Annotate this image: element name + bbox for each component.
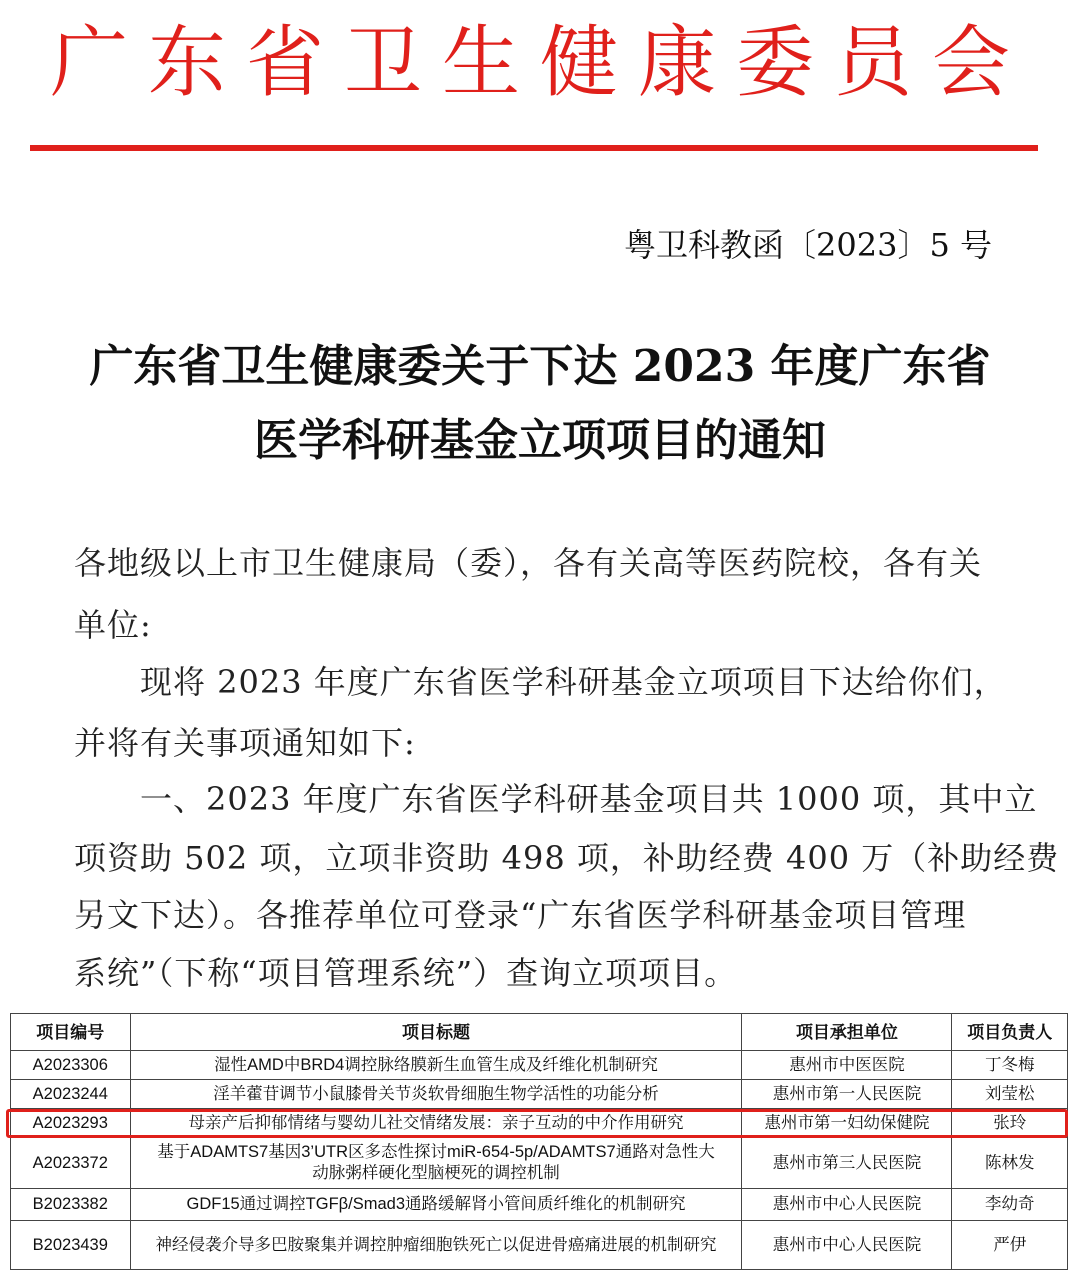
cell-project-person: 陈林发 [952,1138,1068,1189]
header-divider-line [30,145,1038,151]
cell-project-unit: 惠州市第三人民医院 [742,1138,952,1189]
cell-project-person: 张玲 [952,1109,1068,1138]
body-paragraph-line: 系统”（下称“项目管理系统”）查询立项项目。 [74,954,738,992]
document-title-line2: 医学科研基金立项项目的通知 [254,415,826,466]
cell-project-title: 湿性AMD中BRD4调控脉络膜新生血管生成及纤维化机制研究 [130,1051,742,1080]
cell-title-line: 动脉粥样硬化型脑梗死的调控机制 [312,1164,560,1182]
table-row-highlighted [11,1109,1068,1138]
organization-header: 广东省卫生健康委员会 [49,18,1030,108]
cell-project-title: 神经侵袭介导多巴胺聚集并调控肿瘤细胞铁死亡以促进骨癌痛进展的机制研究 [130,1221,742,1270]
body-paragraph-line: 单位: [74,606,152,644]
body-paragraph-line: 各地级以上市卫生健康局（委），各有关高等医药院校，各有关 [74,544,983,582]
table-row [11,1138,1068,1189]
cell-project-id: B2023439 [11,1221,131,1270]
cell-project-person: 严伊 [952,1221,1068,1270]
cell-project-id: A2023306 [11,1051,131,1080]
project-table [10,1013,1068,1270]
cell-project-id: B2023382 [11,1189,131,1221]
cell-project-person: 刘莹松 [952,1080,1068,1109]
cell-project-person: 李幼奇 [952,1189,1068,1221]
header-project-unit: 项目承担单位 [742,1014,952,1051]
cell-project-title: 淫羊藿苷调节小鼠膝骨关节炎软骨细胞生物学活性的功能分析 [130,1080,742,1109]
cell-project-title [130,1138,742,1189]
cell-project-unit: 惠州市中心人民医院 [742,1221,952,1270]
cell-project-unit: 惠州市中心人民医院 [742,1189,952,1221]
body-paragraph-line: 一、2023 年度广东省医学科研基金项目共 1000 项，其中立 [74,780,1038,818]
cell-project-id: A2023244 [11,1080,131,1109]
cell-project-id: A2023372 [11,1138,131,1189]
cell-project-title: GDF15通过调控TGFβ/Smad3通路缓解肾小管间质纤维化的机制研究 [130,1189,742,1221]
cell-project-unit: 惠州市中医医院 [742,1051,952,1080]
table-row [11,1221,1068,1270]
header-project-id: 项目编号 [11,1014,131,1051]
table-row [11,1189,1068,1221]
body-paragraph-line: 现将 2023 年度广东省医学科研基金立项项目下达给你们， [74,663,1007,701]
document-number: 粤卫科教函〔2023〕5 号 [624,226,992,264]
cell-title-line: 基于ADAMTS7基因3’UTR区多态性探讨miR-654-5p/ADAMTS7通路对急性大 [157,1143,715,1161]
body-paragraph-line: 项资助 502 项，立项非资助 498 项，补助经费 400 万（补助经费 [74,839,1060,877]
body-paragraph-line: 并将有关事项通知如下: [74,724,416,762]
header-project-title: 项目标题 [130,1014,742,1051]
cell-project-unit: 惠州市第一妇幼保健院 [742,1109,952,1138]
table-header-row [11,1014,1068,1051]
header-project-person: 项目负责人 [952,1014,1068,1051]
table-row [11,1051,1068,1080]
cell-project-id: A2023293 [11,1109,131,1138]
cell-project-person: 丁冬梅 [952,1051,1068,1080]
cell-project-title: 母亲产后抑郁情绪与婴幼儿社交情绪发展：亲子互动的中介作用研究 [130,1109,742,1138]
body-paragraph-line: 另文下达）。各推荐单位可登录“广东省医学科研基金项目管理 [74,896,967,934]
table-row [11,1080,1068,1109]
cell-project-unit: 惠州市第一人民医院 [742,1080,952,1109]
document-title-line1: 广东省卫生健康委关于下达 2023 年度广东省 [89,341,991,392]
